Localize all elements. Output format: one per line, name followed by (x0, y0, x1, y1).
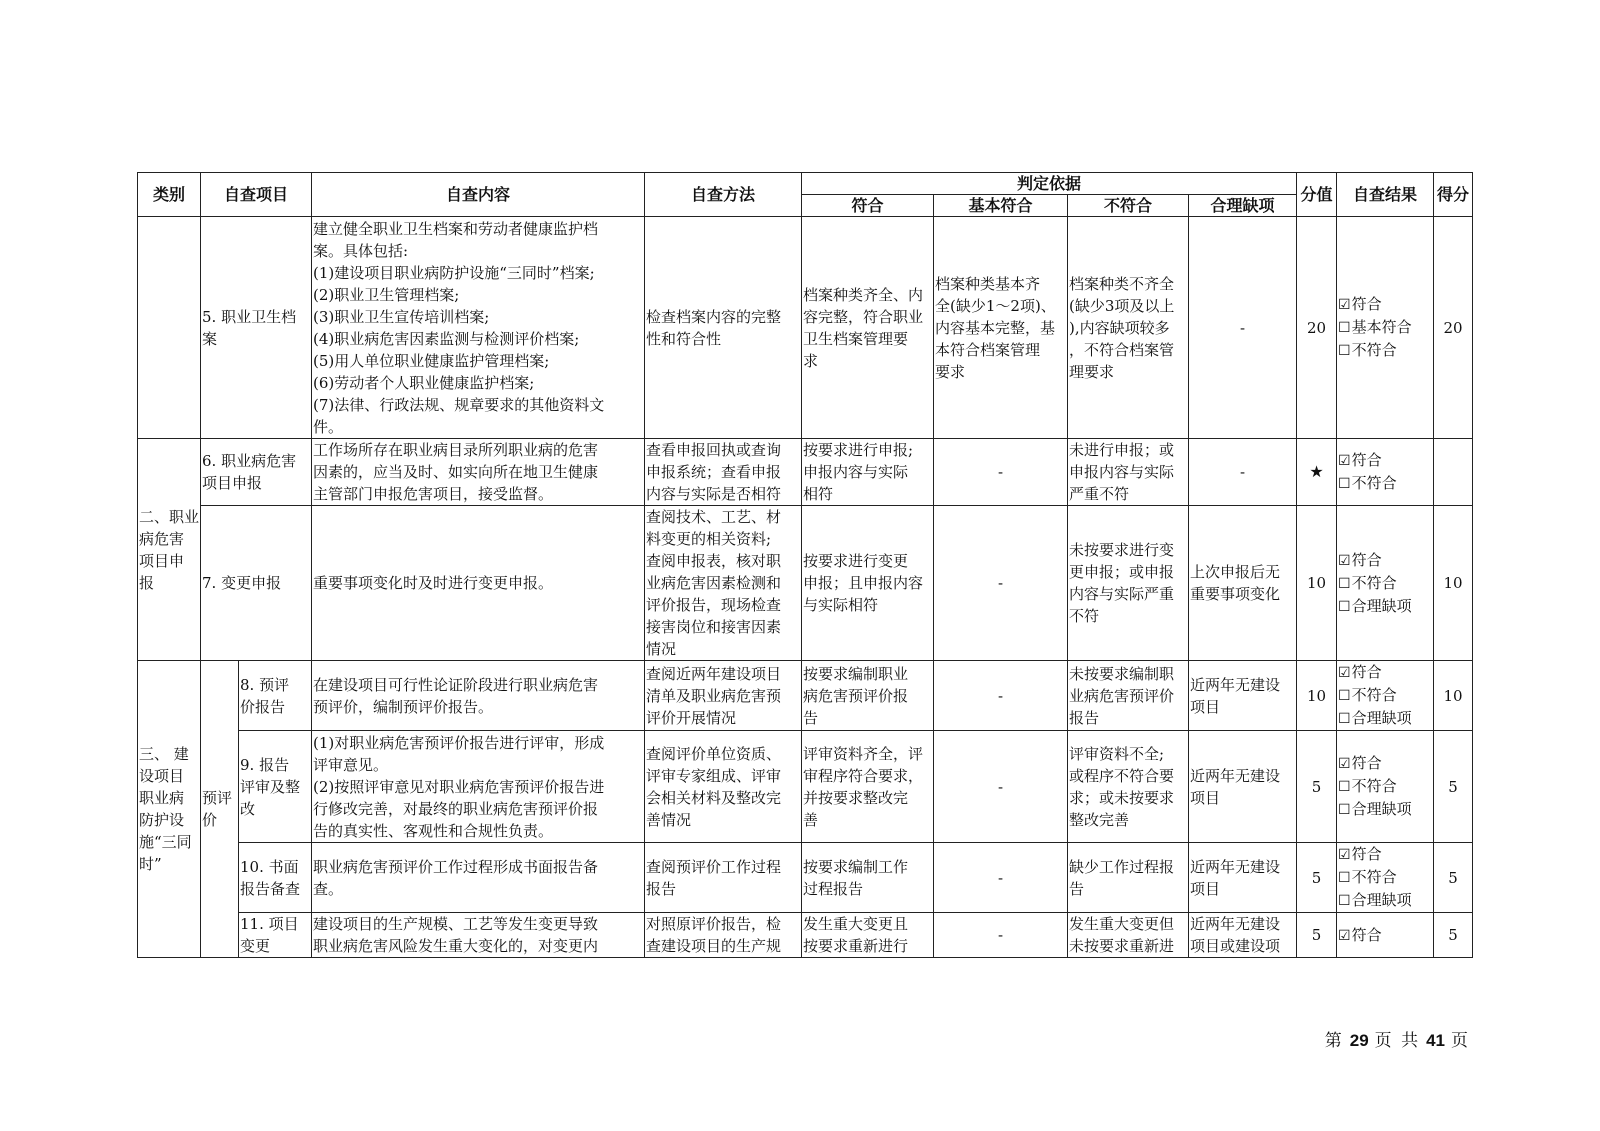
points-cell: 10 (1434, 661, 1473, 731)
basic-conform-cell: - (934, 913, 1068, 958)
table-row-6 (138, 439, 1473, 506)
conform-cell: 按要求编制工作 过程报告 (802, 843, 934, 913)
checked-box-icon: ☑ (1338, 453, 1351, 469)
col-item: 自查项目 (201, 173, 312, 217)
table-row-7 (138, 506, 1473, 661)
result-option[interactable]: ☑符合 (1338, 550, 1382, 569)
result-option[interactable]: ☐不符合 (1338, 474, 1397, 492)
method-cell: 查阅技术、工艺、材 料变更的相关资料; 查阅申报表，核对职 业病危害因素检测和 评价报告，现场检查 接害岗位和接害因素 情况 (645, 506, 802, 661)
missing-cell: 近两年无建设 项目 (1189, 661, 1297, 731)
empty-box-icon: ☐ (1338, 802, 1351, 818)
score-cell: 20 (1297, 217, 1337, 439)
result-option[interactable]: ☑符合 (1338, 925, 1382, 944)
missing-cell: 近两年无建设 项目 (1189, 731, 1297, 843)
table-row-5 (138, 217, 1473, 439)
content-cell: 工作场所存在职业病目录所列职业病的危害 因素的，应当及时、如实向所在地卫生健康 主管部门申报危害项目，接受监督。 (312, 439, 645, 506)
content-cell: 建立健全职业卫生档案和劳动者健康监护档 案。具体包括: (1)建设项目职业病防护设施“三同时”档案; (2)职业卫生管理档案; (3)职业卫生宣传培训档案; (4)职业病危害因素监测与检测评价档案; (5)用人单位职业健康监护管理档案; (6)劳动者个人职业健康监护档案; (7)法律、行政法规、规章要求的其他资料文 件。 (312, 217, 645, 439)
basic-conform-cell: - (934, 731, 1068, 843)
empty-box-icon: ☐ (1338, 320, 1351, 336)
points-cell: 5 (1434, 843, 1473, 913)
missing-cell: 近两年无建设 项目 (1189, 843, 1297, 913)
col-result: 自查结果 (1337, 173, 1434, 217)
checked-box-icon: ☑ (1338, 552, 1351, 569)
score-cell: 10 (1297, 661, 1337, 731)
nonconform-cell: 未按要求进行变 更申报；或申报 内容与实际严重 不符 (1068, 506, 1189, 661)
score-cell: 10 (1297, 506, 1337, 661)
result-option[interactable]: ☑符合 (1338, 663, 1382, 681)
empty-box-icon: ☐ (1338, 688, 1351, 704)
col-points: 得分 (1434, 173, 1473, 217)
checked-box-icon: ☑ (1338, 927, 1351, 944)
score-cell: 5 (1297, 913, 1337, 958)
missing-cell: - (1189, 439, 1297, 506)
checked-box-icon: ☑ (1338, 665, 1351, 681)
result-option[interactable]: ☑符合 (1338, 451, 1382, 469)
missing-cell: 上次申报后无 重要事项变化 (1189, 506, 1297, 661)
empty-box-icon: ☐ (1338, 343, 1351, 359)
points-cell: 10 (1434, 506, 1473, 661)
item-cell: 10. 书面 报告备查 (239, 843, 312, 913)
score-cell: 5 (1297, 843, 1337, 913)
col-criteria: 判定依据 (802, 173, 1297, 195)
score-cell: 5 (1297, 731, 1337, 843)
col-method: 自查方法 (645, 173, 802, 217)
empty-box-icon: ☐ (1338, 711, 1351, 727)
method-cell: 查阅预评价工作过程 报告 (645, 843, 802, 913)
nonconform-cell: 未按要求编制职 业病危害预评价 报告 (1068, 661, 1189, 731)
col-content: 自查内容 (312, 173, 645, 217)
result-option[interactable]: ☐不符合 (1338, 341, 1397, 359)
table-header-row (138, 173, 1473, 195)
checked-box-icon: ☑ (1338, 297, 1351, 313)
self-check-table (137, 172, 1473, 958)
result-option[interactable]: ☐不符合 (1338, 777, 1397, 795)
empty-box-icon: ☐ (1338, 575, 1351, 592)
result-option[interactable]: ☐不符合 (1338, 686, 1397, 704)
checked-box-icon: ☑ (1338, 847, 1351, 863)
col-category: 类别 (138, 173, 201, 217)
content-cell: 建设项目的生产规模、工艺等发生变更导致 职业病危害风险发生重大变化的，对变更内 (312, 913, 645, 958)
item-cell: 8. 预评 价报告 (239, 661, 312, 731)
missing-cell: 近两年无建设 项目或建设项 (1189, 913, 1297, 958)
content-cell: (1)对职业病危害预评价报告进行评审，形成 评审意见。 (2)按照评审意见对职业病危害预评价报告进 行修改完善，对最终的职业病危害预评价报 告的真实性、客观性和合规性负责。 (312, 731, 645, 843)
conform-cell: 评审资料齐全，评 审程序符合要求， 并按要求整改完 善 (802, 731, 934, 843)
empty-box-icon: ☐ (1338, 779, 1351, 795)
result-option[interactable]: ☐合理缺项 (1338, 800, 1412, 818)
col-basic-conform: 基本符合 (934, 195, 1068, 217)
category-cell: 三、 建 设项目 职业病 防护设 施“三同 时” (138, 661, 201, 958)
conform-cell: 按要求进行申报; 申报内容与实际 相符 (802, 439, 934, 506)
result-option[interactable]: ☐合理缺项 (1338, 596, 1412, 615)
points-cell: 5 (1434, 913, 1473, 958)
nonconform-cell: 档案种类不齐全 (缺少3项及以上 ),内容缺项较多 ，不符合档案管 理要求 (1068, 217, 1189, 439)
basic-conform-cell: - (934, 661, 1068, 731)
result-cell (1337, 731, 1434, 843)
result-cell (1337, 217, 1434, 439)
result-option[interactable]: ☐不符合 (1338, 868, 1397, 886)
conform-cell: 按要求编制职业 病危害预评价报 告 (802, 661, 934, 731)
category-cell: 二、职业 病危害 项目申 报 (138, 439, 201, 661)
item-cell: 6. 职业病危害 项目申报 (201, 439, 312, 506)
method-cell: 查看申报回执或查询 申报系统；查看申报 内容与实际是否相符 (645, 439, 802, 506)
item-cell: 7. 变更申报 (201, 506, 312, 661)
result-option[interactable]: ☐基本符合 (1338, 318, 1412, 336)
content-cell: 在建设项目可行性论证阶段进行职业病危害 预评价，编制预评价报告。 (312, 661, 645, 731)
content-cell: 职业病危害预评价工作过程形成书面报告备 查。 (312, 843, 645, 913)
missing-cell: - (1189, 217, 1297, 439)
result-cell (1337, 661, 1434, 731)
col-reasonable-missing: 合理缺项 (1189, 195, 1297, 217)
category-cell-empty (138, 217, 201, 439)
points-cell: 20 (1434, 217, 1473, 439)
nonconform-cell: 缺少工作过程报 告 (1068, 843, 1189, 913)
item-cell: 5. 职业卫生档 案 (201, 217, 312, 439)
empty-box-icon: ☐ (1338, 893, 1351, 909)
table-row-8 (138, 661, 1473, 731)
basic-conform-cell: - (934, 439, 1068, 506)
subcategory-cell: 预评 价 (201, 661, 239, 958)
basic-conform-cell: 档案种类基本齐 全(缺少1～2项)、 内容基本完整，基 本符合档案管理 要求 (934, 217, 1068, 439)
result-option[interactable]: ☐合理缺项 (1338, 891, 1412, 909)
table-row-10 (138, 843, 1473, 913)
basic-conform-cell: - (934, 843, 1068, 913)
table-row-9 (138, 731, 1473, 843)
result-option[interactable]: ☐不符合 (1338, 573, 1397, 592)
empty-box-icon: ☐ (1338, 476, 1351, 492)
basic-conform-cell: - (934, 506, 1068, 661)
col-nonconform: 不符合 (1068, 195, 1189, 217)
checked-box-icon: ☑ (1338, 756, 1351, 772)
empty-box-icon: ☐ (1338, 598, 1351, 615)
result-option[interactable]: ☑符合 (1338, 845, 1382, 863)
conform-cell: 档案种类齐全、内 容完整，符合职业 卫生档案管理要 求 (802, 217, 934, 439)
table-row-11 (138, 913, 1473, 958)
result-cell (1337, 506, 1434, 661)
nonconform-cell: 未进行申报；或 申报内容与实际 严重不符 (1068, 439, 1189, 506)
result-option[interactable]: ☑符合 (1338, 295, 1382, 313)
nonconform-cell: 发生重大变更但 未按要求重新进 (1068, 913, 1189, 958)
star-icon: ★ (1297, 439, 1337, 506)
col-conform: 符合 (802, 195, 934, 217)
result-cell (1337, 439, 1434, 506)
col-score: 分值 (1297, 173, 1337, 217)
empty-box-icon: ☐ (1338, 870, 1351, 886)
points-cell: 5 (1434, 731, 1473, 843)
conform-cell: 发生重大变更且 按要求重新进行 (802, 913, 934, 958)
method-cell: 查阅近两年建设项目 清单及职业病危害预 评价开展情况 (645, 661, 802, 731)
page-number: 第 29 页 共 41 页 (1324, 1031, 1470, 1051)
item-cell: 9. 报告 评审及整 改 (239, 731, 312, 843)
method-cell: 检查档案内容的完整 性和符合性 (645, 217, 802, 439)
conform-cell: 按要求进行变更 申报；且申报内容 与实际相符 (802, 506, 934, 661)
points-cell (1434, 439, 1473, 506)
result-cell (1337, 913, 1434, 958)
method-cell: 对照原评价报告，检 查建设项目的生产规 (645, 913, 802, 958)
result-option[interactable]: ☑符合 (1338, 754, 1382, 772)
item-cell: 11. 项目 变更 (239, 913, 312, 958)
method-cell: 查阅评价单位资质、 评审专家组成、评审 会相关材料及整改完 善情况 (645, 731, 802, 843)
nonconform-cell: 评审资料不全; 或程序不符合要 求；或未按要求 整改完善 (1068, 731, 1189, 843)
result-cell (1337, 843, 1434, 913)
content-cell: 重要事项变化时及时进行变更申报。 (312, 506, 645, 661)
result-option[interactable]: ☐合理缺项 (1338, 709, 1412, 727)
